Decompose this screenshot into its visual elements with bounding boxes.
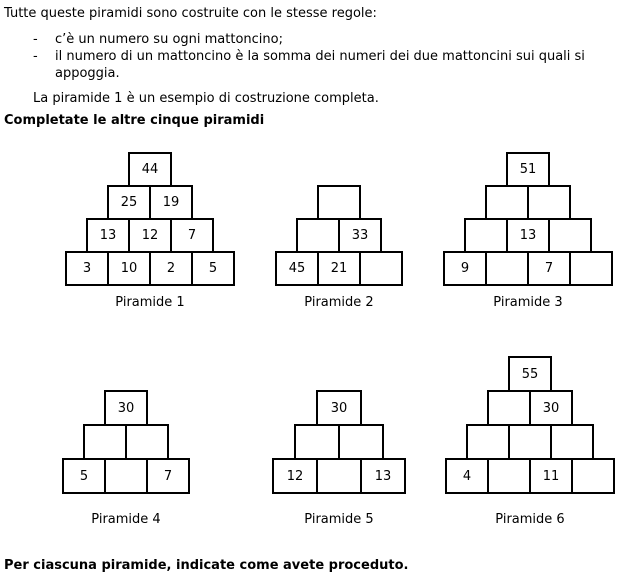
pyramid-brick: 13 [86,218,130,253]
rule-bullet-2: - [33,49,38,64]
pyramid-brick: 12 [272,458,318,494]
pyramid-brick [296,218,340,253]
pyramid-brick [527,185,571,220]
pyramid-brick [466,424,510,460]
pyramid-brick: 7 [170,218,214,253]
pyramid-brick [487,390,531,426]
pyramid-brick: 2 [149,251,193,286]
pyramid-brick: 30 [104,390,148,426]
pyramid-brick [338,424,384,460]
pyramid-brick: 4 [445,458,489,494]
pyramid-brick: 11 [529,458,573,494]
pyramid-brick: 5 [191,251,235,286]
pyramid-brick: 12 [128,218,172,253]
pyramid-brick: 30 [316,390,362,426]
pyramid-brick [548,218,592,253]
pyramid-brick [508,424,552,460]
pyramid-brick: 9 [443,251,487,286]
pyramid-brick [571,458,615,494]
pyramid-brick: 5 [62,458,106,494]
pyramid-brick: 25 [107,185,151,220]
pyramid-brick [569,251,613,286]
pyramid-brick: 7 [146,458,190,494]
closing-instruction: Per ciascuna piramide, indicate come avete proceduto. [4,558,409,573]
pyramid-brick [359,251,403,286]
pyramid-brick [294,424,340,460]
example-note: La piramide 1 è un esempio di costruzione completa. [33,91,379,106]
pyramid-brick: 13 [360,458,406,494]
pyramid-caption: Piramide 3 [493,295,563,310]
rule-text-1: c’è un numero su ogni mattoncino; [55,32,283,47]
pyramid-brick [317,185,361,220]
pyramid-caption: Piramide 5 [304,512,374,527]
rule-bullet-1: - [33,32,38,47]
pyramid-brick [485,185,529,220]
pyramid-brick: 33 [338,218,382,253]
pyramid-brick [550,424,594,460]
pyramid-brick: 3 [65,251,109,286]
pyramid-brick: 44 [128,152,172,187]
pyramid-brick: 10 [107,251,151,286]
pyramid-brick: 13 [506,218,550,253]
pyramid-brick [83,424,127,460]
task-heading: Completate le altre cinque piramidi [4,113,265,128]
intro-text: Tutte queste piramidi sono costruite con le stesse regole: [4,6,377,21]
pyramid-brick [125,424,169,460]
pyramid-brick: 30 [529,390,573,426]
pyramid-brick [487,458,531,494]
pyramid-brick: 55 [508,356,552,392]
pyramid-caption: Piramide 4 [91,512,161,527]
pyramid-brick [485,251,529,286]
pyramid-caption: Piramide 6 [495,512,565,527]
pyramid-brick: 51 [506,152,550,187]
pyramid-caption: Piramide 1 [115,295,185,310]
pyramid-brick: 45 [275,251,319,286]
pyramid-caption: Piramide 2 [304,295,374,310]
pyramid-brick [104,458,148,494]
pyramid-brick: 7 [527,251,571,286]
pyramid-brick: 19 [149,185,193,220]
pyramid-brick [316,458,362,494]
rule-text-2: il numero di un mattoncino è la somma dei numeri dei due mattoncini sui quali si [55,49,585,64]
pyramid-brick [464,218,508,253]
pyramid-brick: 21 [317,251,361,286]
rule-text-2-continuation: appoggia. [55,66,120,81]
